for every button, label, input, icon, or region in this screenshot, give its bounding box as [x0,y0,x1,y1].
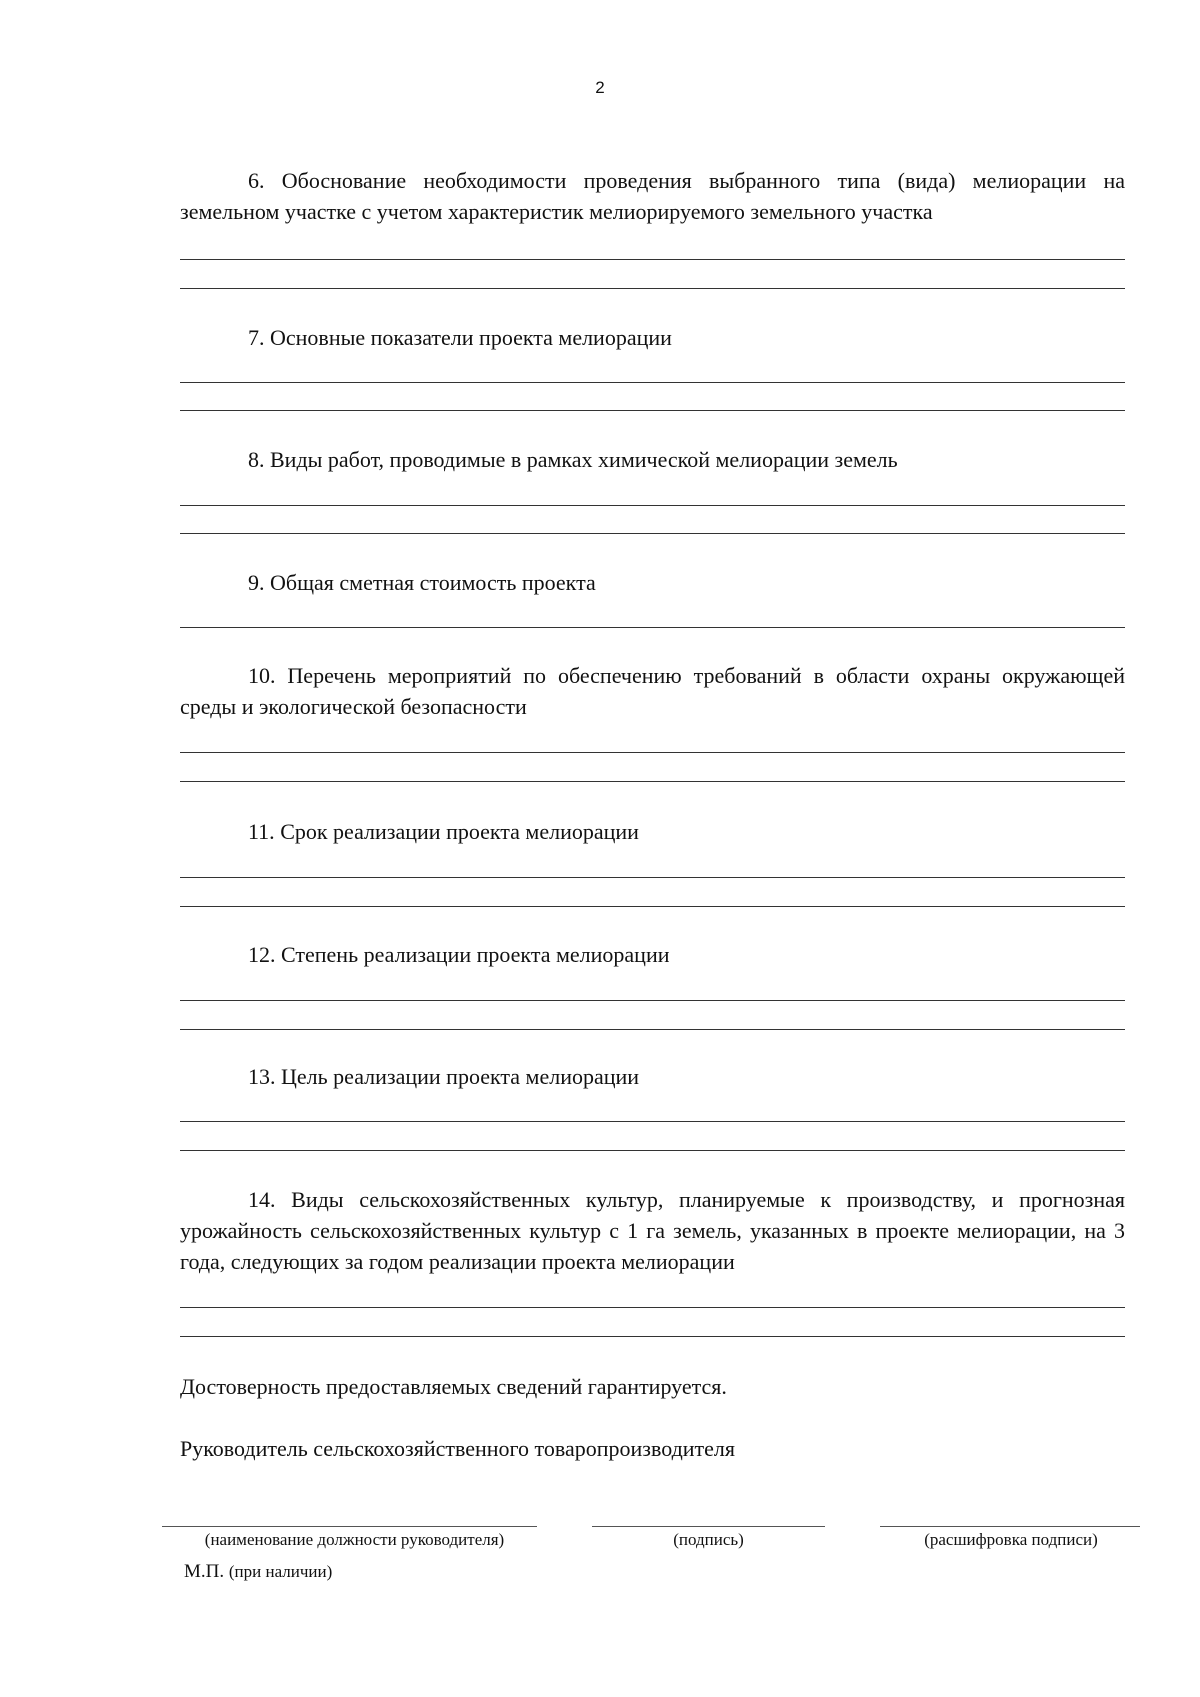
item-10-answer-line-1[interactable] [180,752,1125,753]
item-13-answer-line-2[interactable] [180,1150,1125,1151]
signature-decoding-line[interactable] [880,1526,1140,1527]
item-13-answer-line-1[interactable] [180,1121,1125,1122]
item-13-number: 13. [248,1064,276,1089]
item-6-answer-line-2[interactable] [180,288,1125,289]
item-9-number: 9. [248,570,265,595]
position-signature-line[interactable] [162,1526,537,1527]
item-8-answer-line-1[interactable] [180,505,1125,506]
head-title-text: Руководитель сельскохозяйственного товаропроизводителя [180,1436,736,1461]
signature-caption: (подпись) [673,1530,744,1549]
position-caption: (наименование должности руководителя) [204,1530,505,1549]
item-12-number: 12. [248,942,276,967]
item-6-answer-line-1[interactable] [180,259,1125,260]
item-11-number: 11. [248,819,275,844]
item-7 [180,322,1125,353]
item-14-text: Виды сельскохозяйственных культур, планируемые к производству, и прогнозная урожайность сельскохозяйственных культур с 1 га земель, указанных в проекте мелиорации, на 3 года, следующих за годом реализации проекта мелиорации [180,1187,1125,1274]
item-12-answer-line-2[interactable] [180,1029,1125,1030]
item-11-answer-line-1[interactable] [180,877,1125,878]
item-11 [180,816,1125,847]
item-11-answer-line-2[interactable] [180,906,1125,907]
item-6 [180,165,1125,227]
item-14-number: 14. [248,1187,276,1212]
item-14 [180,1184,1125,1277]
item-6-text: Обоснование необходимости проведения выбранного типа (вида) мелиорации на земельном участке с учетом характеристик мелиорируемого земельного участка [180,168,1126,224]
item-9 [180,567,1125,598]
item-9-text: Общая сметная стоимость проекта [270,570,596,595]
seal-label: М.П. [184,1561,225,1582]
item-10-number: 10. [248,663,276,688]
item-12-answer-line-1[interactable] [180,1000,1125,1001]
item-11-text: Срок реализации проекта мелиорации [280,819,639,844]
item-13-text: Цель реализации проекта мелиорации [281,1064,640,1089]
item-10-text: Перечень мероприятий по обеспечению требований в области охраны окружающей среды и экологической безопасности [180,663,1125,719]
item-7-answer-line-2[interactable] [180,410,1125,411]
item-7-number: 7. [248,325,265,350]
item-7-text: Основные показатели проекта мелиорации [270,325,672,350]
decoding-caption: (расшифровка подписи) [924,1530,1098,1549]
item-8-number: 8. [248,447,265,472]
page-number: 2 [595,78,605,97]
seal-placeholder [184,1561,332,1583]
item-8-text: Виды работ, проводимые в рамках химической мелиорации земель [270,447,898,472]
item-10 [180,660,1125,722]
item-6-number: 6. [248,168,265,193]
item-7-answer-line-1[interactable] [180,382,1125,383]
item-13 [180,1061,1125,1092]
seal-note: (при наличии) [228,1562,333,1581]
guarantee-statement: Достоверность предоставляемых сведений гарантируется. [180,1374,727,1399]
item-12 [180,939,1125,970]
item-14-answer-line-1[interactable] [180,1307,1125,1308]
item-12-text: Степень реализации проекта мелиорации [281,942,670,967]
signature-line[interactable] [592,1526,825,1527]
item-9-answer-line-1[interactable] [180,627,1125,628]
item-14-answer-line-2[interactable] [180,1336,1125,1337]
item-8-answer-line-2[interactable] [180,533,1125,534]
item-10-answer-line-2[interactable] [180,781,1125,782]
item-8 [180,444,1125,475]
